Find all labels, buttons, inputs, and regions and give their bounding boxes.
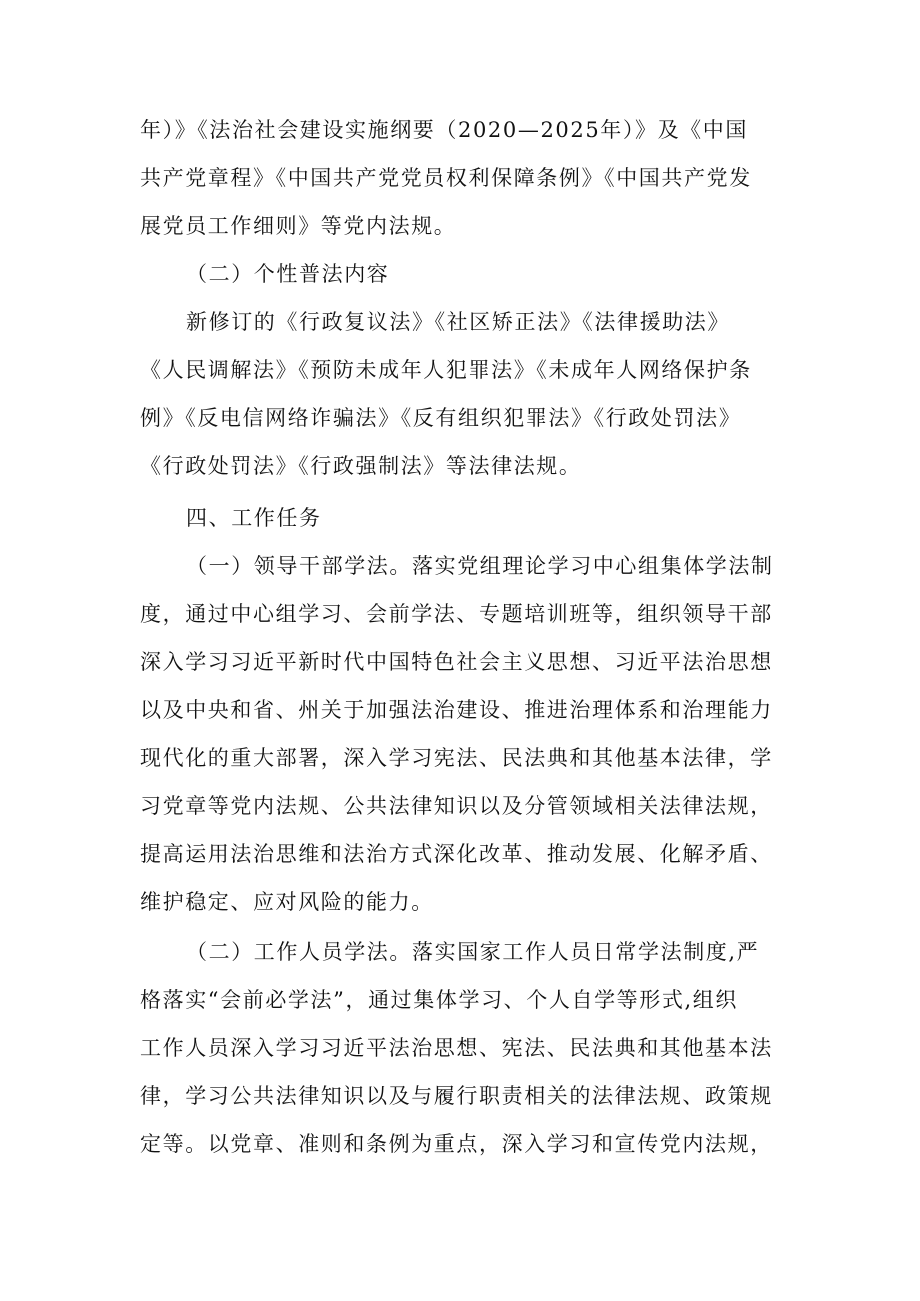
text-line: 展党员工作细则》等党内法规。 — [140, 214, 457, 238]
paragraph-first-line: 新修订的《行政复议法》《社区矫正法》《法律援助法》 — [186, 310, 730, 334]
text-line: 年）》《法治社会建设实施纲要（2020—2025年）》及《中国 — [140, 118, 748, 142]
text-line: 以及中央和省、州关于加强法治建设、推进治理体系和治理能力 — [140, 698, 773, 722]
text-line: 例》《反电信网络诈骗法》《反有组织犯罪法》《行政处罚法》 — [140, 406, 742, 430]
text-line: 提高运用法治思维和法治方式深化改革、推动发展、化解矛盾、 — [140, 842, 773, 866]
section-heading: （二）个性普法内容 — [186, 262, 390, 286]
text-line: 律，学习公共法律知识以及与履行职责相关的法律法规、政策规 — [140, 1084, 773, 1108]
text-line: 度，通过中心组学习、会前学法、专题培训班等，组织领导干部 — [140, 602, 773, 626]
text-line: 定等。以党章、准则和条例为重点，深入学习和宣传党内法规， — [140, 1132, 773, 1156]
text-line: 格落实“会前必学法”，通过集体学习、个人自学等形式,组织 — [140, 988, 738, 1012]
section-heading: 四、工作任务 — [186, 506, 322, 530]
text-line: 深入学习习近平新时代中国特色社会主义思想、习近平法治思想 — [140, 650, 773, 674]
paragraph-first-line: （一）领导干部学法。落实党组理论学习中心组集体学法制 — [186, 554, 774, 578]
text-line: 《行政处罚法》《行政强制法》等法律法规。 — [140, 454, 582, 478]
text-line: 共产党章程》《中国共产党党员权利保障条例》《中国共产党发 — [140, 166, 752, 190]
text-line: 习党章等党内法规、公共法律知识以及分管领域相关法律法规， — [140, 794, 773, 818]
paragraph-first-line: （二）工作人员学法。落实国家工作人员日常学法制度,严 — [186, 940, 760, 964]
text-line: 工作人员深入学习习近平法治思想、宪法、民法典和其他基本法 — [140, 1036, 773, 1060]
text-line: 现代化的重大部署，深入学习宪法、民法典和其他基本法律，学 — [140, 746, 773, 770]
text-line: 维护稳定、应对风险的能力。 — [140, 890, 434, 914]
text-line: 《人民调解法》《预防未成年人犯罪法》《未成年人网络保护条 — [140, 358, 752, 382]
